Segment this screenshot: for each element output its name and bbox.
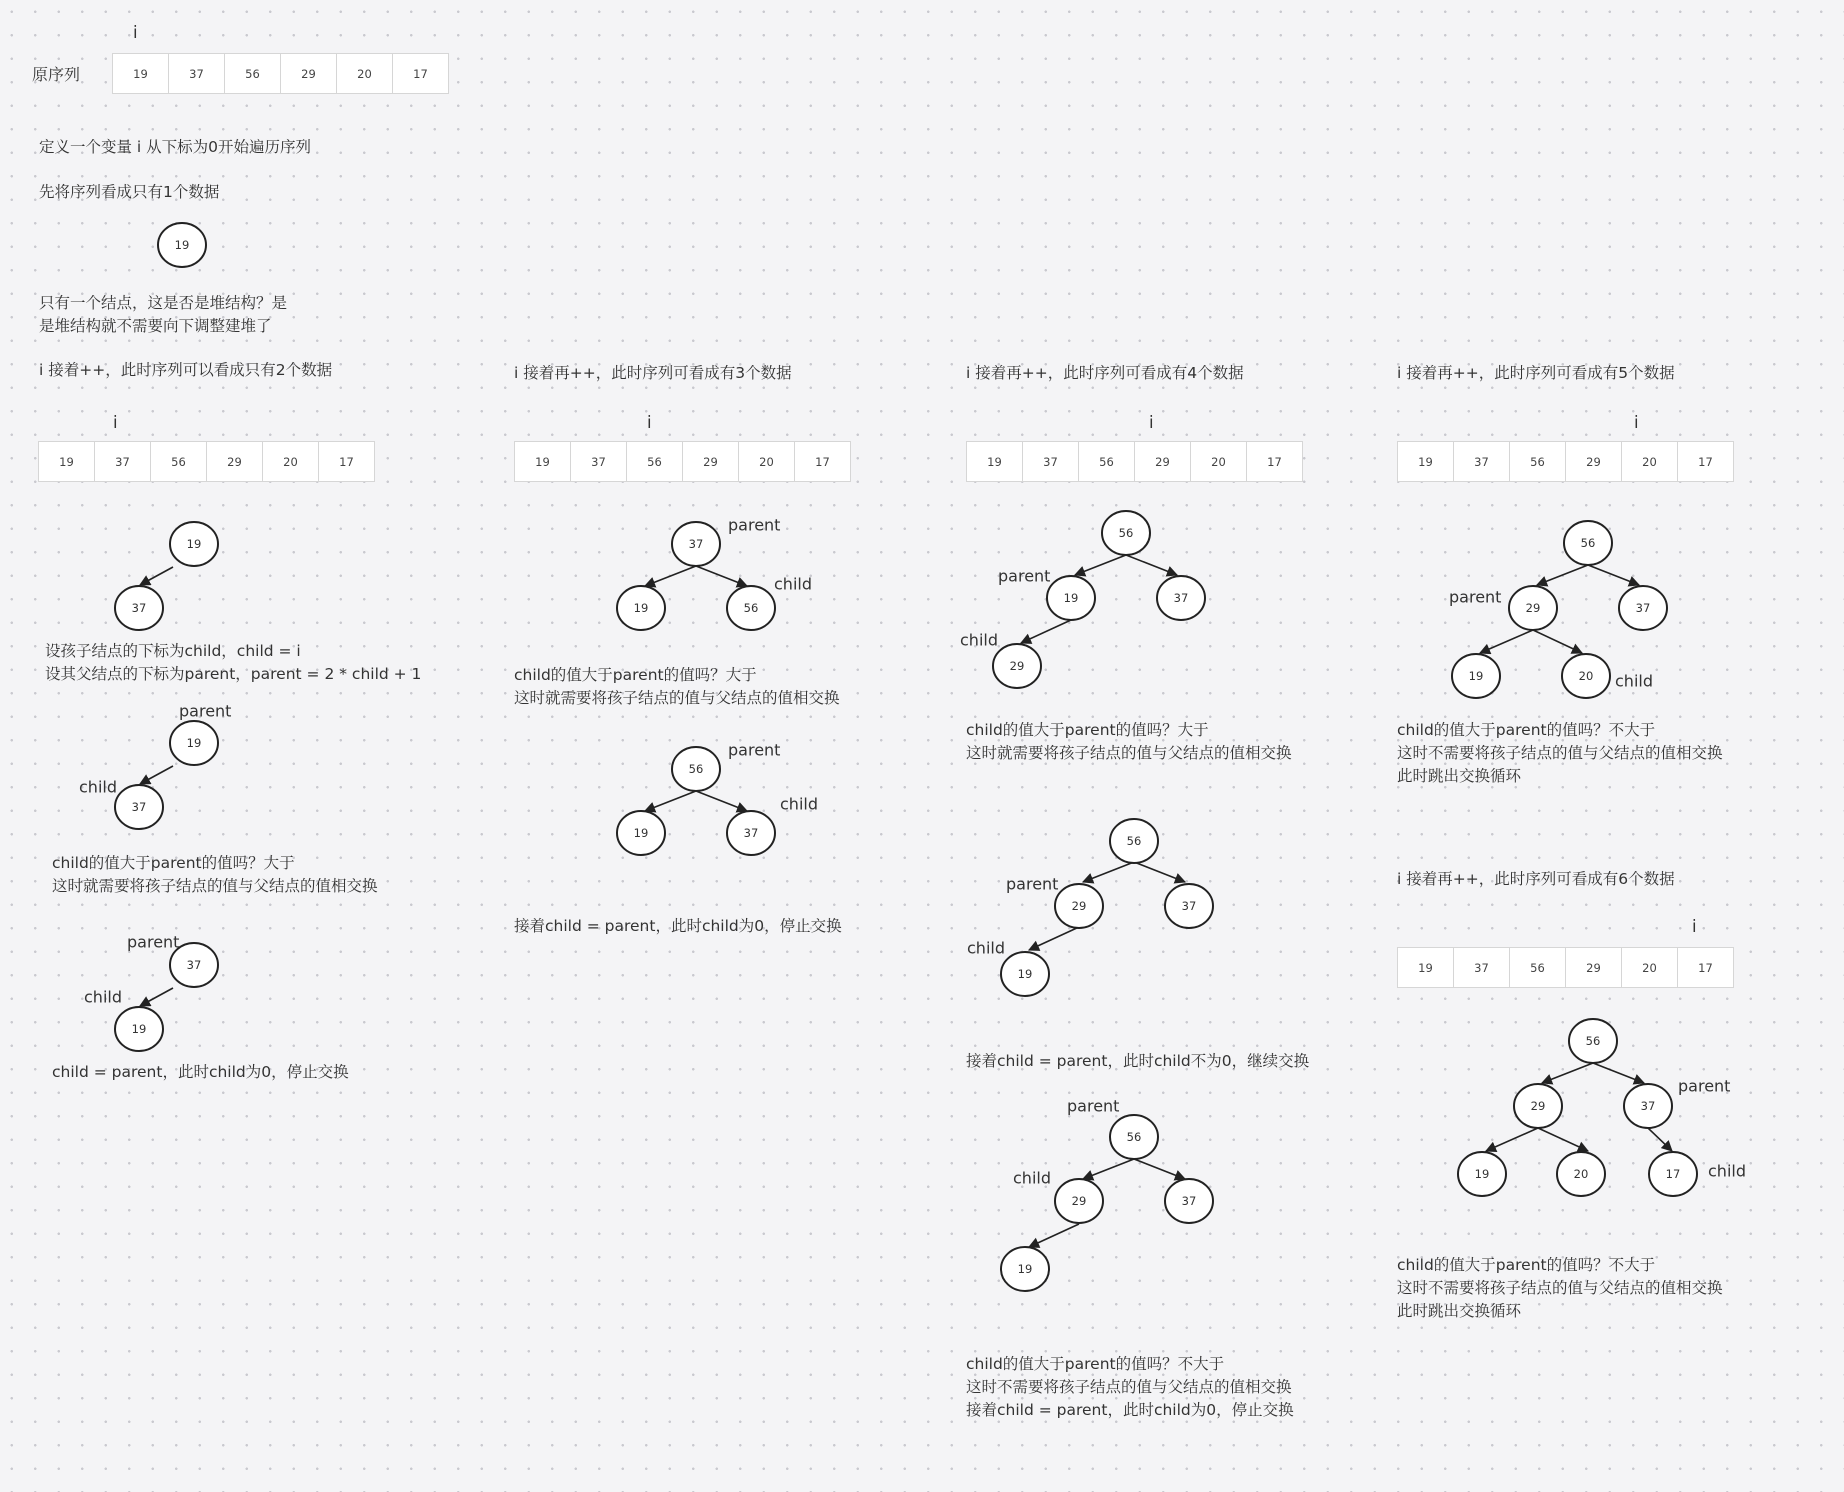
array-cell: 37	[1454, 948, 1510, 987]
caption: child的值大于parent的值吗？不大于	[1397, 1256, 1656, 1274]
tree-edge	[696, 791, 747, 811]
node-value: 19	[1017, 1262, 1033, 1276]
caption: 是堆结构就不需要向下调整建堆了	[39, 317, 272, 335]
node-value: 19	[633, 601, 649, 615]
caption: i 接着再++，此时序列可看成有4个数据	[966, 364, 1244, 382]
child-label: child	[84, 987, 122, 1007]
tree-edge	[1593, 1063, 1644, 1083]
caption: child的值大于parent的值吗？大于	[52, 854, 295, 872]
caption: child的值大于parent的值吗？不大于	[1397, 721, 1656, 739]
tree-edge	[1029, 927, 1079, 950]
tree-edge	[140, 567, 173, 585]
caption: i 接着再++，此时序列可看成有5个数据	[1397, 364, 1675, 382]
caption: 这时不需要将孩子结点的值与父结点的值相交换	[966, 1378, 1292, 1396]
array-cell: 20	[337, 54, 393, 93]
array-cell: 20	[1622, 948, 1678, 987]
tree-edge	[1134, 862, 1185, 882]
node-value: 19	[131, 1022, 147, 1036]
node-value: 37	[688, 537, 704, 551]
node-value: 56	[688, 762, 704, 776]
node-value: 56	[1126, 834, 1142, 848]
caption: 这时就需要将孩子结点的值与父结点的值相交换	[514, 689, 840, 707]
tree-edge	[1542, 1063, 1593, 1083]
node-value: 19	[186, 537, 202, 551]
caption: 设孩子结点的下标为child，child = i	[45, 642, 301, 660]
node-value: 37	[743, 826, 759, 840]
node-value: 19	[1063, 591, 1079, 605]
caption: i 接着再++，此时序列可看成有6个数据	[1397, 870, 1675, 888]
node-value: 37	[1173, 591, 1189, 605]
array-cell: 37	[1023, 442, 1079, 481]
index-marker-i: i	[133, 23, 138, 42]
child-label: child	[1013, 1168, 1051, 1188]
array-cell: 19	[39, 442, 95, 481]
tree-edge	[1083, 862, 1134, 882]
node-value: 20	[1578, 669, 1594, 683]
node-value: 19	[1468, 669, 1484, 683]
parent-label: parent	[1067, 1096, 1120, 1116]
caption: 只有一个结点，这是否是堆结构？是	[39, 294, 288, 312]
array-cell: 29	[1566, 948, 1622, 987]
parent-label: parent	[1678, 1076, 1731, 1096]
array-cell: 56	[151, 442, 207, 481]
array-cell: 29	[1566, 442, 1622, 481]
caption: 这时不需要将孩子结点的值与父结点的值相交换	[1397, 1279, 1723, 1297]
child-label: child	[1708, 1161, 1746, 1181]
array-cell: 19	[1398, 442, 1454, 481]
array-cell: 17	[1698, 960, 1713, 975]
parent-label: parent	[127, 932, 180, 952]
tree-edge	[645, 791, 696, 811]
caption: child的值大于parent的值吗？大于	[966, 721, 1209, 739]
caption: 这时不需要将孩子结点的值与父结点的值相交换	[1397, 744, 1723, 762]
node-value: 29	[1071, 899, 1087, 913]
index-marker-i: i	[1634, 413, 1639, 432]
array-cell: 56	[1510, 948, 1566, 987]
array-cell: 19	[1398, 948, 1454, 987]
tree-edge	[1537, 565, 1588, 585]
node-value: 19	[186, 736, 202, 750]
tree-edge	[696, 566, 747, 586]
node-value: 56	[1580, 536, 1596, 550]
node-value: 37	[1640, 1099, 1656, 1113]
array-cell: 17	[1698, 454, 1713, 469]
caption: child = parent，此时child为0，停止交换	[52, 1063, 349, 1081]
tree-edge	[1134, 1159, 1185, 1179]
tree-edge	[1029, 1224, 1079, 1247]
node-value: 37	[131, 800, 147, 814]
array-cell: 17	[413, 66, 428, 81]
caption: child的值大于parent的值吗？大于	[514, 666, 757, 684]
array-cell: 37	[571, 442, 627, 481]
array-cell: 56	[1510, 442, 1566, 481]
node-value: 29	[1009, 659, 1025, 673]
index-marker-i: i	[647, 413, 652, 432]
array-cell: 56	[225, 54, 281, 93]
caption: child的值大于parent的值吗？不大于	[966, 1355, 1225, 1373]
array-cell: 29	[207, 442, 263, 481]
array-cell: 19	[515, 442, 571, 481]
caption: 设其父结点的下标为parent，parent = 2 * child + 1	[45, 665, 422, 683]
node-value: 37	[186, 958, 202, 972]
array-cell: 19	[113, 54, 169, 93]
parent-label: parent	[179, 701, 232, 721]
node-value: 37	[1181, 899, 1197, 913]
array-cell: 17	[339, 454, 354, 469]
array-cell: 37	[95, 442, 151, 481]
array-cell: 20	[1622, 442, 1678, 481]
tree-edge	[1083, 1159, 1134, 1179]
child-label: child	[780, 794, 818, 814]
parent-label: parent	[728, 515, 781, 535]
node-value: 20	[1573, 1167, 1589, 1181]
array-cell: 17	[1267, 454, 1282, 469]
array-cell: 19	[967, 442, 1023, 481]
node-value: 37	[131, 601, 147, 615]
tree-edge	[1126, 555, 1177, 575]
caption: 此时跳出交换循环	[1397, 1302, 1522, 1320]
array-cell: 37	[169, 54, 225, 93]
array-cell: 20	[1191, 442, 1247, 481]
array-cell: 56	[627, 442, 683, 481]
array-cell: 17	[815, 454, 830, 469]
caption: 接着child = parent，此时child为0，停止交换	[966, 1401, 1294, 1419]
caption: 这时就需要将孩子结点的值与父结点的值相交换	[52, 877, 378, 895]
node-value: 37	[1181, 1194, 1197, 1208]
array-cell: 56	[1079, 442, 1135, 481]
caption: 这时就需要将孩子结点的值与父结点的值相交换	[966, 744, 1292, 762]
caption: i 接着++，此时序列可以看成只有2个数据	[39, 361, 333, 379]
node-value: 19	[1017, 967, 1033, 981]
node-value: 56	[743, 601, 759, 615]
tree-edge	[1648, 1128, 1672, 1151]
tree-edge	[645, 566, 696, 586]
tree-edge	[140, 766, 173, 784]
array-cell: 29	[683, 442, 739, 481]
node-value: 56	[1126, 1130, 1142, 1144]
child-label: child	[1615, 671, 1653, 691]
tree-edge	[1480, 630, 1533, 653]
node-value: 56	[1118, 526, 1134, 540]
child-label: child	[774, 574, 812, 594]
node-value: 56	[1585, 1034, 1601, 1048]
child-label: child	[960, 630, 998, 650]
node-value: 29	[1071, 1194, 1087, 1208]
caption: 接着child = parent，此时child为0，停止交换	[514, 917, 842, 935]
node-value: 37	[1635, 601, 1651, 615]
tree-edge	[1486, 1128, 1538, 1151]
array-cell: 37	[1454, 442, 1510, 481]
parent-label: parent	[998, 566, 1051, 586]
tree-edge	[1075, 555, 1126, 575]
tree-edge	[1533, 630, 1582, 653]
tree-edge	[1021, 620, 1071, 643]
original-sequence-label: 原序列	[32, 65, 81, 84]
array-cell: 29	[1135, 442, 1191, 481]
array-cell: 20	[263, 442, 319, 481]
tree-edge	[140, 988, 173, 1006]
node-value: 17	[1665, 1167, 1681, 1181]
node-value: 19	[1474, 1167, 1490, 1181]
array-cell: 29	[281, 54, 337, 93]
parent-label: parent	[1449, 587, 1502, 607]
caption: i 接着再++，此时序列可看成有3个数据	[514, 364, 792, 382]
caption: 接着child = parent，此时child不为0，继续交换	[966, 1052, 1310, 1070]
node-value: 19	[174, 238, 190, 252]
caption: 此时跳出交换循环	[1397, 767, 1522, 785]
child-label: child	[79, 777, 117, 797]
parent-label: parent	[1006, 874, 1059, 894]
node-value: 29	[1525, 601, 1541, 615]
tree-edge	[1588, 565, 1639, 585]
index-marker-i: i	[113, 413, 118, 432]
child-label: child	[967, 938, 1005, 958]
array-cell: 20	[739, 442, 795, 481]
caption: 定义一个变量 i 从下标为0开始遍历序列	[39, 138, 312, 156]
node-value: 19	[633, 826, 649, 840]
caption: 先将序列看成只有1个数据	[39, 183, 220, 201]
tree-edge	[1538, 1128, 1588, 1151]
index-marker-i: i	[1692, 917, 1697, 936]
parent-label: parent	[728, 740, 781, 760]
index-marker-i: i	[1149, 413, 1154, 432]
node-value: 29	[1530, 1099, 1546, 1113]
